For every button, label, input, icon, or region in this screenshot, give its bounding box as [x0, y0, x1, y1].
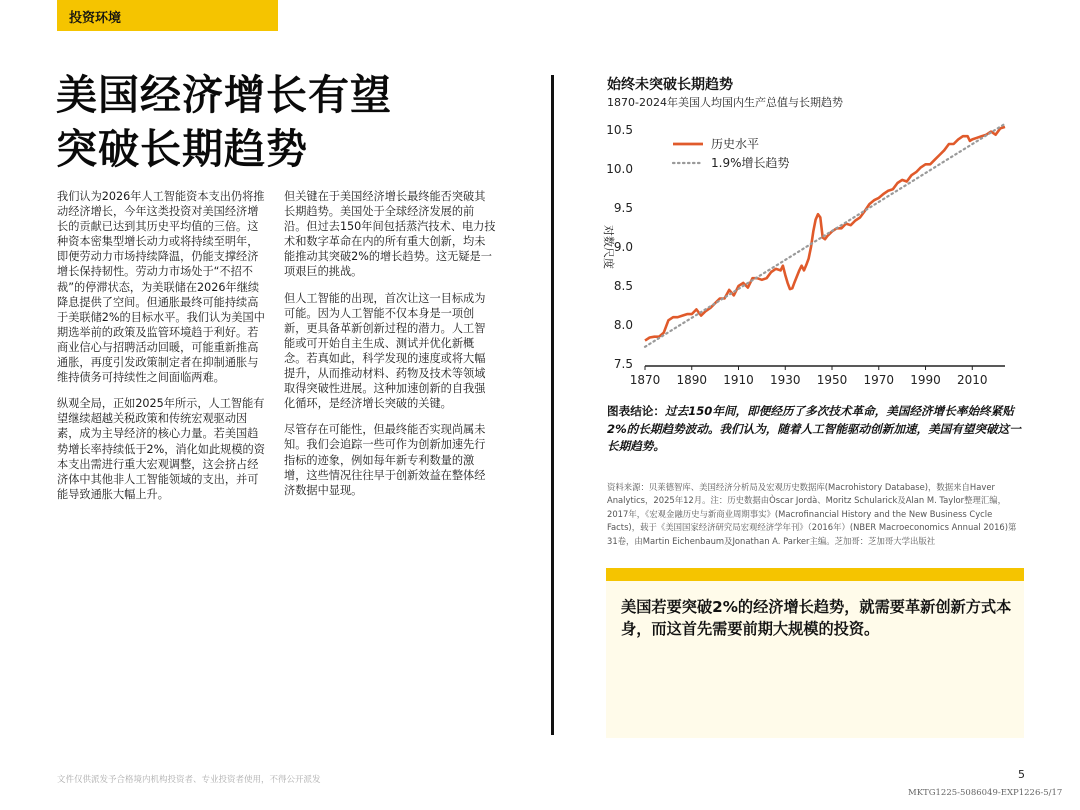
- body-column-1: [57, 189, 267, 513]
- source-note: 资料来源：贝莱德智库、美国经济分析局及宏观历史数据库(Macrohistory Database)，数据来自Haver Analytics，2025年12月。注：历史数据由Òscar Jordà、Moritz Schularick及Alan M. Taylor整理汇编，2017年，《宏观金融历史与新商业周期事实》(Macrofinancial History and the New Business Cycle Facts)，载于《美国国家经济研究局宏观经济学年刊》（2016年）(NBER Macroeconomics Annual 2016)第31卷，由Martin Eichenbaum及Jonathan A. Parker主编。芝加哥：芝加哥大学出版社: [607, 482, 1017, 546]
- conclusion-label: 图表结论：: [607, 404, 665, 418]
- x-tick-label: 1990: [910, 373, 941, 387]
- body-column-2: [284, 189, 496, 509]
- callout-accent-bar: [606, 568, 1024, 581]
- chart-subtitle: 1870-2024年美国人均国内生产总值与长期趋势: [607, 96, 843, 109]
- body-paragraph: 我们认为2026年人工智能资本支出仍将推动经济增长，今年这类投资对美国经济增长的贡献已达到其历史平均值的三倍。这种资本密集型增长动力或将持续至明年，即便劳动力市场持续降温，仍能支撑经济增长保持韧性。劳动力市场处于“不招不裁”的停滞状态，为美联储在2026年继续降息提供了空间。但通胀最终可能持续高于美联储2%的目标水平。我们认为美国中期选举前的政策及监管环境趋于利好。若商业信心与招聘活动回暖，可能重新推高通胀，再度引发政策制定者在抑制通胀与维持债务可持续性之间面临两难。: [57, 190, 265, 385]
- y-tick-label: 9.5: [613, 201, 633, 215]
- history-line: [645, 127, 1005, 341]
- y-tick-label: 10.5: [606, 123, 633, 137]
- conclusion-text: 过去150年间，即便经历了多次技术革命，美国经济增长率始终紧贴2%的长期趋势波动。我们认为，随着人工智能驱动创新加速，美国有望突破这一长期趋势。: [607, 404, 1021, 453]
- footer-document-code: MKTG1225-5086049-EXP1226-5/17: [908, 788, 1063, 798]
- headline-line-2: 突破长期趋势: [56, 125, 308, 173]
- column-divider: [551, 75, 554, 735]
- body-paragraph: 但人工智能的出现，首次让这一目标成为可能。因为人工智能不仅本身是一项创新，更具备革新创新过程的潜力。人工智能或可开始自主生成、测试并优化新概念。若真如此，科学发现的速度或将大幅提升，从而推动材料、药物及技术等领域取得突破性进展。这种加速创新的自我强化循环，是经济增长突破的关键。: [284, 291, 486, 411]
- y-tick-label: 8.5: [613, 279, 633, 293]
- section-tag: [57, 0, 278, 31]
- y-tick-label: 9.0: [613, 240, 633, 254]
- x-tick-label: 1950: [816, 373, 848, 387]
- body-paragraph: 但关键在于美国经济增长最终能否突破其长期趋势。美国处于全球经济发展的前沿。但过去150年间包括蒸汽技术、电力技术和数字革命在内的所有重大创新，均未能推动其突破2%的增长趋势。这无疑是一项艰巨的挑战。: [284, 190, 496, 279]
- body-paragraph: 尽管存在可能性，但最终能否实现尚属未知。我们会追踪一些可作为创新加速先行指标的迹象，例如每年新专利数量的激增，这些情况往往早于创新效益在整体经济数据中显现。: [284, 423, 486, 497]
- x-tick-label: 2010: [956, 373, 988, 387]
- y-axis-label: 对数尺度: [602, 225, 615, 269]
- legend-label: 1.9%增长趋势: [711, 156, 790, 170]
- y-tick-label: 7.5: [613, 357, 633, 371]
- callout-box: [606, 568, 1024, 738]
- x-tick-label: 1970: [863, 373, 895, 387]
- y-tick-label: 10.0: [606, 162, 633, 176]
- x-tick-label: 1930: [769, 373, 801, 387]
- chart-conclusion: [607, 403, 1025, 456]
- x-tick-label: 1910: [723, 373, 754, 387]
- legend-label: 历史水平: [711, 137, 760, 151]
- chart-title: 始终未突破长期趋势: [607, 77, 733, 93]
- footer-disclaimer: 文件仅供派发予合格境内机构投资者、专业投资者使用，不得公开派发: [57, 775, 321, 785]
- x-tick-label: 1890: [676, 373, 708, 387]
- gdp-trend-chart: [590, 112, 1020, 402]
- body-paragraph: 纵观全局，正如2025年所示，人工智能有望继续超越关税政策和传统宏观驱动因素，成为主导经济的核心力量。若美国趋势增长率持续低于2%，消化如此规模的资本支出需进行重大宏观调整，这会挤占经济体中其他非人工智能领域的支出，并可能导致通胀大幅上升。: [57, 397, 265, 501]
- y-tick-label: 8.0: [613, 318, 633, 332]
- callout-quote: 美国若要突破2%的经济增长趋势，就需要革新创新方式本身，而这首先需要前期大规模的投资。: [621, 598, 1012, 638]
- section-tag-label: 投资环境: [69, 11, 122, 26]
- page-number: 5: [1018, 768, 1025, 781]
- x-tick-label: 1870: [629, 373, 661, 387]
- page-headline: [56, 68, 486, 176]
- headline-line-1: 美国经济增长有望: [56, 71, 392, 119]
